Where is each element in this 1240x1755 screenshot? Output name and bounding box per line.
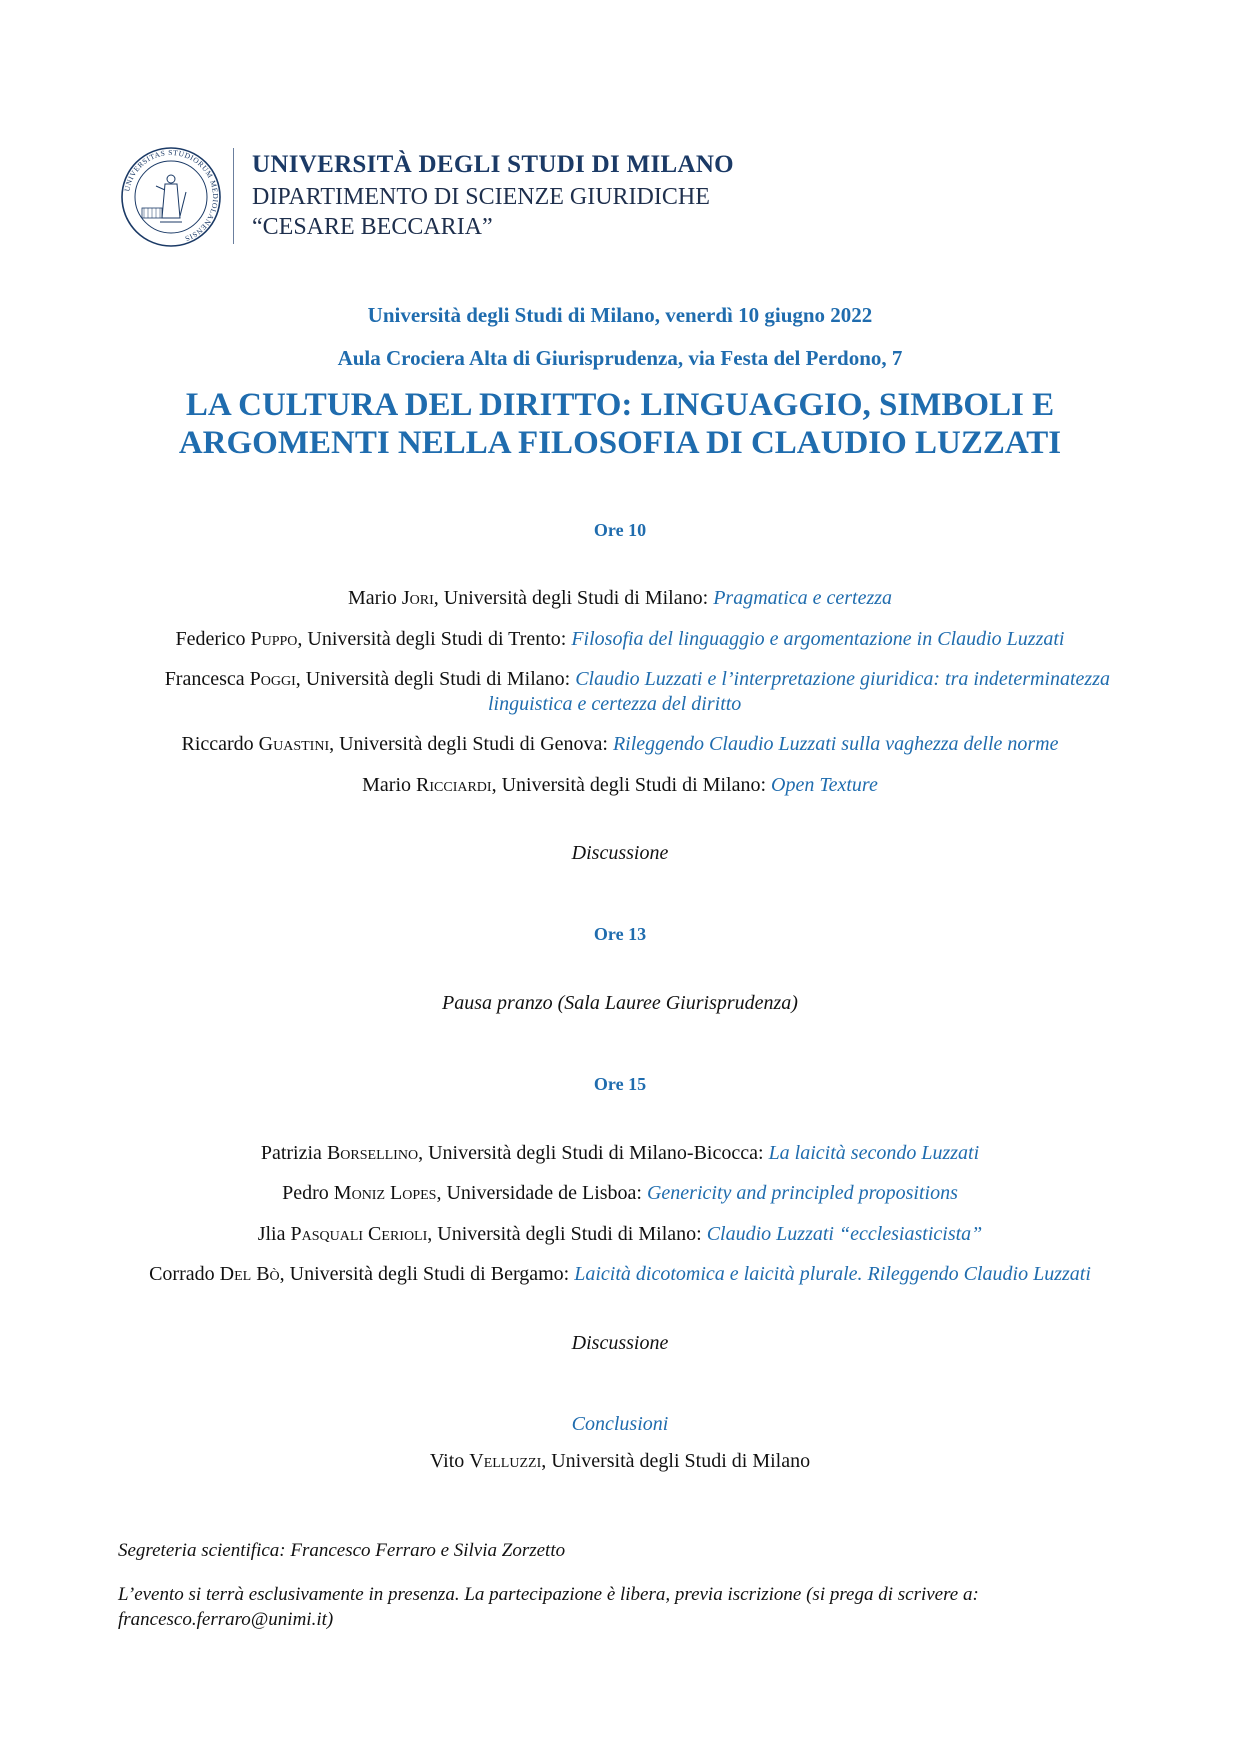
speaker-last: Puppo <box>250 628 298 650</box>
speaker-affiliation: , Università degli Studi di Milano: <box>295 668 576 690</box>
speaker-first: Vito <box>429 1450 465 1472</box>
speaker-last: Velluzzi <box>469 1450 542 1472</box>
talk-title: Rileggendo Claudio Luzzati sulla vaghezza delle norme <box>612 733 1059 755</box>
speaker-last: Moniz Lopes <box>333 1182 437 1204</box>
speaker-first: Pedro <box>282 1182 329 1204</box>
talk-title: Filosofia del linguaggio e argomentazione in Claudio Luzzati <box>571 628 1065 650</box>
talk-line <box>0 773 1240 798</box>
speaker-affiliation: , Università degli Studi di Milano-Bicocca: <box>418 1142 769 1164</box>
speaker-last: Del Bò <box>219 1263 280 1285</box>
institution-block <box>252 148 734 242</box>
speaker-affiliation: , Università degli Studi di Milano: <box>491 774 772 796</box>
event-venue: Aula Crociera Alta di Giurisprudenza, via Festa del Perdono, 7 <box>337 346 903 370</box>
discussion-2: Discussione <box>571 1332 669 1354</box>
speaker-first: Patrizia <box>260 1142 322 1164</box>
speaker-affiliation: , Università degli Studi di Milano: <box>427 1223 707 1245</box>
speaker-last: Jori <box>401 587 434 609</box>
talk-line <box>0 1222 1240 1247</box>
speaker-affiliation: , Università degli Studi di Milano: <box>433 587 714 609</box>
university-seal-logo <box>120 146 222 248</box>
conclusions-speaker <box>0 1449 1240 1474</box>
speaker-first: Riccardo <box>181 733 254 755</box>
speaker-first: Mario <box>347 587 397 609</box>
talk-line <box>0 1141 1240 1166</box>
lunch-break: Pausa pranzo (Sala Lauree Giurisprudenza) <box>442 992 798 1014</box>
talk-line <box>0 586 1240 611</box>
talk-title: Open Texture <box>771 774 878 796</box>
speaker-last: Poggi <box>249 668 296 690</box>
talk-line <box>0 1262 1240 1287</box>
talk-title: Pragmatica e certezza <box>713 587 893 609</box>
participation-note-line1: L’evento si terrà esclusivamente in presenza. La partecipazione è libera, previa iscrizione (si prega di scrivere a: <box>118 1584 979 1605</box>
speaker-last: Pasquali Cerioli <box>290 1223 428 1245</box>
speaker-first: Francesca <box>164 668 245 690</box>
speaker-affiliation: , Università degli Studi di Genova: <box>329 733 613 755</box>
seal-icon <box>120 146 222 248</box>
speaker-affiliation: , Università degli Studi di Bergamo: <box>279 1263 575 1285</box>
speaker-affiliation: , Universidade de Lisboa: <box>436 1182 647 1204</box>
university-name: UNIVERSITÀ DEGLI STUDI DI MILANO <box>252 151 734 178</box>
event-place-date: Università degli Studi di Milano, venerdì 10 giugno 2022 <box>367 303 873 327</box>
speaker-affiliation: , Università degli Studi di Trento: <box>297 628 572 650</box>
event-title-line2: ARGOMENTI NELLA FILOSOFIA DI CLAUDIO LUZZATI <box>178 425 1062 461</box>
discussion-1: Discussione <box>571 842 669 864</box>
speaker-first: Jlia <box>257 1223 286 1245</box>
talk-title: La laicità secondo Luzzati <box>768 1142 980 1164</box>
talk-title-continued: linguistica e certezza del diritto <box>488 693 742 715</box>
session-time-1: Ore 10 <box>593 520 647 540</box>
department-name: DIPARTIMENTO DI SCIENZE GIURIDICHE <box>252 184 710 210</box>
talk-title: Claudio Luzzati e l’interpretazione giuridica: tra indeterminatezza <box>575 668 1110 690</box>
speaker-first: Corrado <box>149 1263 215 1285</box>
talk-line <box>0 1181 1240 1206</box>
session-time-3: Ore 15 <box>593 1074 647 1094</box>
header-divider <box>233 148 234 244</box>
speaker-affiliation: , Università degli Studi di Milano <box>541 1450 811 1472</box>
speaker-last: Guastini <box>258 733 330 755</box>
department-subtitle: “CESARE BECCARIA” <box>252 214 493 240</box>
contact-email[interactable]: francesco.ferraro@unimi.it) <box>118 1609 334 1630</box>
speaker-last: Borsellino <box>326 1142 419 1164</box>
talk-title: Genericity and principled propositions <box>646 1182 958 1204</box>
secretariat-note: Segreteria scientifica: Francesco Ferraro e Silvia Zorzetto <box>118 1540 566 1561</box>
participation-note <box>118 1582 1128 1632</box>
talk-title: Claudio Luzzati “ecclesiasticista” <box>706 1223 983 1245</box>
speaker-first: Mario <box>362 774 412 796</box>
svg-text:UNIVERSITAS STUDIORUM MEDIOLAN: UNIVERSITAS STUDIORUM MEDIOLANENSIS <box>122 147 221 244</box>
event-title-line1: LA CULTURA DEL DIRITTO: LINGUAGGIO, SIMBOLI E <box>185 387 1055 423</box>
talk-title: Laicità dicotomica e laicità plurale. Rileggendo Claudio Luzzati <box>574 1263 1091 1285</box>
event-title <box>0 386 1240 462</box>
talk-line <box>150 667 1110 692</box>
talk-line <box>0 732 1240 757</box>
conclusions-label: Conclusioni <box>571 1413 669 1435</box>
speaker-last: Ricciardi <box>416 774 492 796</box>
speaker-first: Federico <box>175 628 246 650</box>
talk-line <box>0 627 1240 652</box>
session-time-2: Ore 13 <box>593 924 647 944</box>
